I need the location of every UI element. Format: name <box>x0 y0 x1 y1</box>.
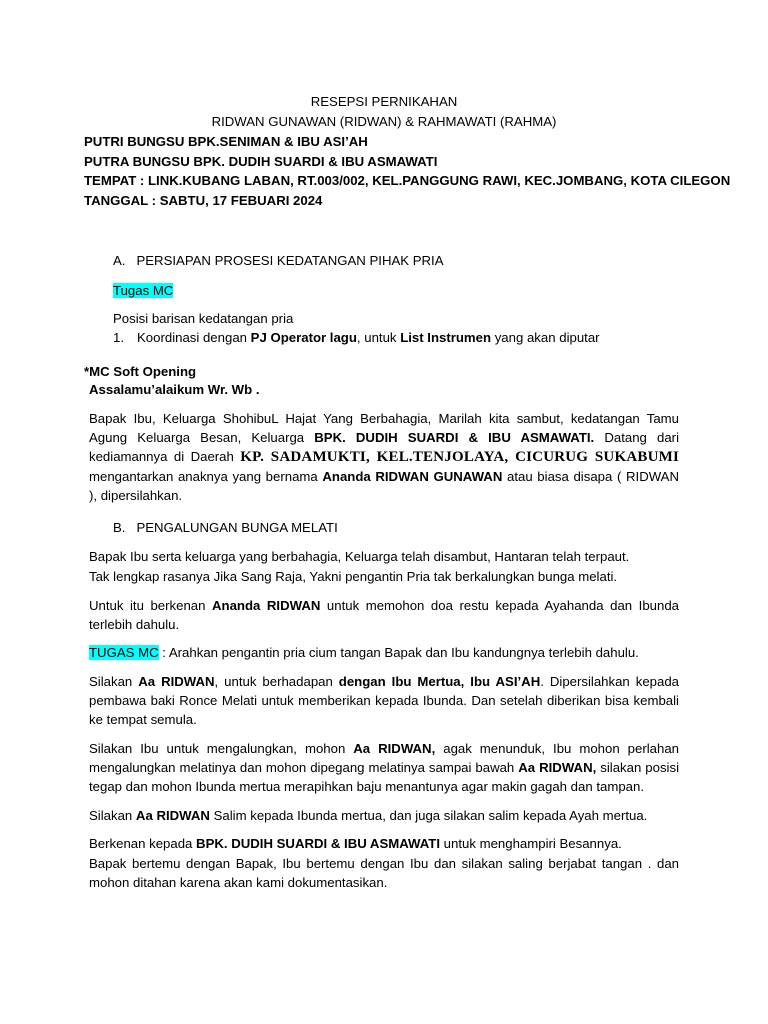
section-a-heading: A. PERSIAPAN PROSESI KEDATANGAN PIHAK PRIA <box>113 253 444 268</box>
paragraph: Bapak bertemu dengan Bapak, Ibu bertemu dengan Ibu dan silakan saling berjabat tangan . dan mohon ditahan karena akan kami dokumentasikan. <box>89 856 679 890</box>
bride-parents: PUTRI BUNGSU BPK.SENIMAN & IBU ASI’AH <box>84 134 368 149</box>
date-line: TANGGAL : SABTU, 17 FEBUARI 2024 <box>84 193 323 208</box>
tugas-mc-highlight: TUGAS MC <box>89 645 159 660</box>
tugas-mc-paragraph: TUGAS MC : Arahkan pengantin pria cium tangan Bapak dan Ibu kandungnya terlebih dahulu. <box>89 645 639 660</box>
paragraph: Silakan Aa RIDWAN, untuk berhadapan dengan Ibu Mertua, Ibu ASI’AH. Dipersilahkan kepada pembawa baki Ronce Melati untuk memberikan kepada Ibunda. Dan setelah diberikan bisa kembali ke tempat semula. <box>89 674 680 727</box>
couple-names: RIDWAN GUNAWAN (RIDWAN) & RAHMAWATI (RAHMA) <box>211 114 557 129</box>
venue-line: TEMPAT : LINK.KUBANG LABAN, RT.003/002, KEL.PANGGUNG RAWI, KEC.JOMBANG, KOTA CILEGON <box>84 173 731 188</box>
paragraph: Berkenan kepada BPK. DUDIH SUARDI & IBU ASMAWATI untuk menghampiri Besannya. <box>89 836 622 851</box>
posisi-text: Posisi barisan kedatangan pria <box>113 311 294 326</box>
list-item <box>113 328 600 347</box>
greeting: Assalamu’alaikum Wr. Wb . <box>89 382 260 397</box>
soft-opening-title: *MC Soft Opening <box>84 364 197 379</box>
paragraph-line: Tak lengkap rasanya Jika Sang Raja, Yakni pengantin Pria tak berkalungkan bunga melati. <box>89 569 618 584</box>
paragraph: Silakan Ibu untuk mengalungkan, mohon Aa RIDWAN, agak menunduk, Ibu mohon perlahan mengalungkan melatinya dan mohon dipegang melatinya sampai bawah Aa RIDWAN, silakan posisi tegap dan mohon Ibunda mertua merapihkan baju menantunya agar makin gagah dan tampan. <box>89 741 680 794</box>
groom-parents: PUTRA BUNGSU BPK. DUDIH SUARDI & IBU ASMAWATI <box>84 154 438 169</box>
list-number: 1. <box>113 330 124 345</box>
paragraph-line: Bapak Ibu serta keluarga yang berbahagia, Keluarga telah disambut, Hantaran telah terpaut. <box>89 549 630 564</box>
tugas-mc-highlight: Tugas MC <box>113 283 174 298</box>
document-title: RESEPSI PERNIKAHAN <box>310 94 458 109</box>
tugas-mc-label <box>113 281 173 300</box>
list-item-text: Koordinasi dengan PJ Operator lagu, untuk List Instrumen yang akan diputar <box>137 330 600 345</box>
paragraph: Untuk itu berkenan Ananda RIDWAN untuk memohon doa restu kepada Ayahanda dan Ibunda terlebih dahulu. <box>89 598 679 632</box>
soft-opening-paragraph: Bapak Ibu, Keluarga ShohibuL Hajat Yang Berbahagia, Marilah kita sambut, kedatangan Tamu Agung Keluarga Besan, Keluarga BPK. DUDIH SUARDI & IBU ASMAWATI. Datang dari kediamannya di Daerah KP. SADAMUKTI, KEL.TENJOLAYA, CICURUG SUKABUMI mengantarkan anaknya yang bernama Ananda RIDWAN GUNAWAN atau biasa disapa ( RIDWAN ), dipersilahkan. <box>89 411 679 503</box>
section-b-heading: B. PENGALUNGAN BUNGA MELATI <box>113 520 338 535</box>
paragraph: Silakan Aa RIDWAN Salim kepada Ibunda mertua, dan juga silakan salim kepada Ayah mertua. <box>89 808 648 823</box>
